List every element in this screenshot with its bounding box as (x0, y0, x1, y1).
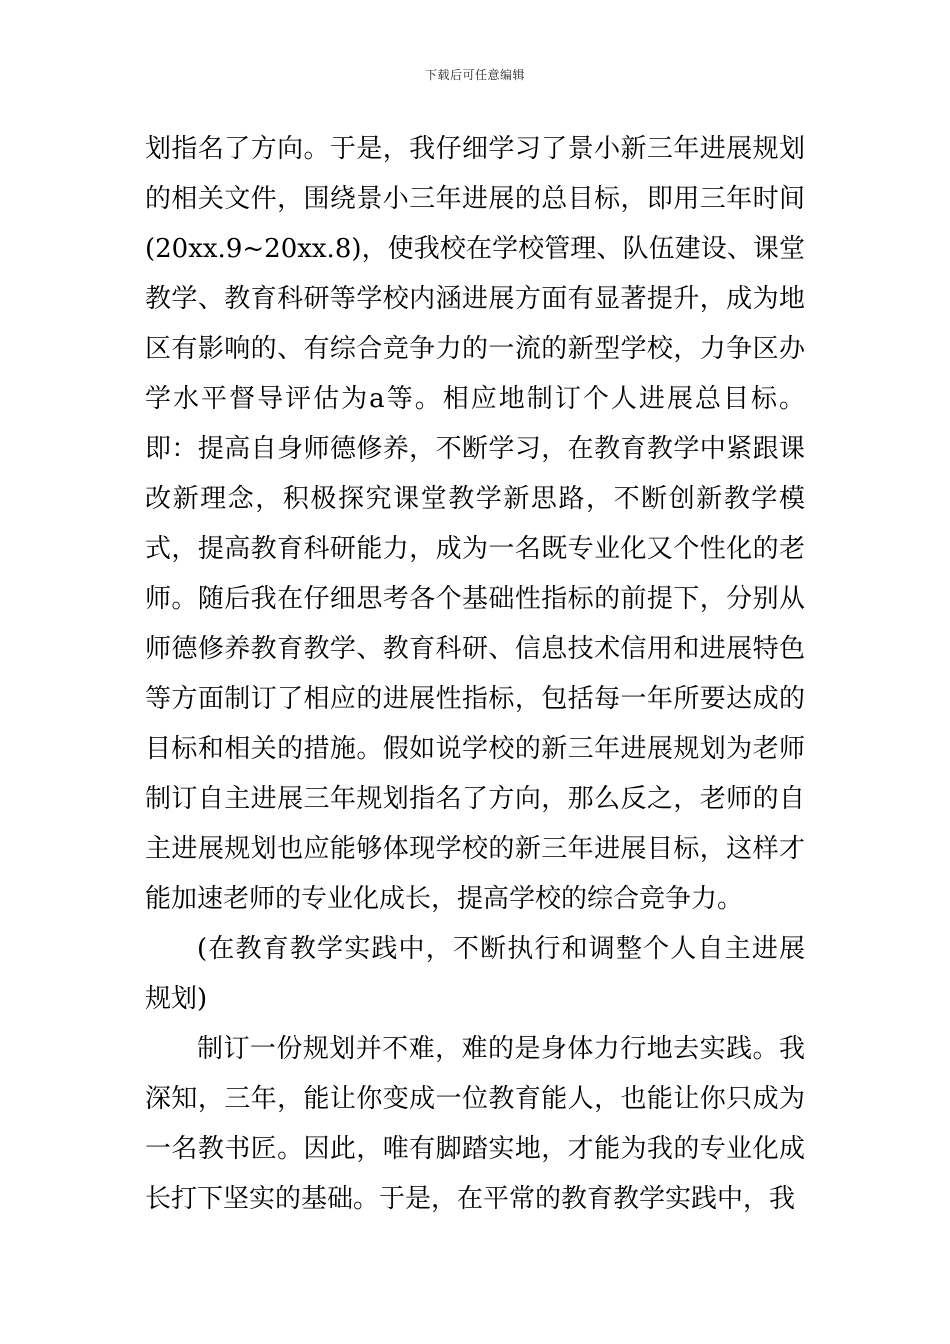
body-paragraph-2: (在教育教学实践中，不断执行和调整个人自主进展规划) (145, 934, 805, 1014)
body-paragraph-3: 制订一份规划并不难，难的是身体力行地去实践。我深知，三年，能让你变成一位教育能人，也能让你只成为一名教书匠。因此，唯有脚踏实地，才能为我的专业化成长打下坚实的基础。于是，在平常的教育教学实践中，我 (145, 1034, 805, 1214)
body-paragraph-1: 划指名了方向。于是，我仔细学习了景小新三年进展规划的相关文件，围绕景小三年进展的总目标，即用三年时间(20xx.9~20xx.8)，使我校在学校管理、队伍建设、课堂教学、教育科研等学校内涵进展方面有显著提升，成为地区有影响的、有综合竞争力的一流的新型学校，力争区办学水平督导评估为a等。相应地制订个人进展总目标。即：提高自身师德修养，不断学习，在教育教学中紧跟课改新理念，积极探究课堂教学新思路，不断创新教学模式，提高教育科研能力，成为一名既专业化又个性化的老师。随后我在仔细思考各个基础性指标的前提下，分别从师德修养教育教学、教育科研、信息技术信用和进展特色等方面制订了相应的进展性指标，包括每一年所要达成的目标和相关的措施。假如说学校的新三年进展规划为老师制订自主进展三年规划指名了方向，那么反之，老师的自主进展规划也应能够体现学校的新三年进展目标，这样才能加速老师的专业化成长，提高学校的综合竞争力。 (145, 134, 805, 914)
header-note: 下载后可任意编辑 (424, 68, 525, 82)
document-body (145, 124, 805, 1224)
